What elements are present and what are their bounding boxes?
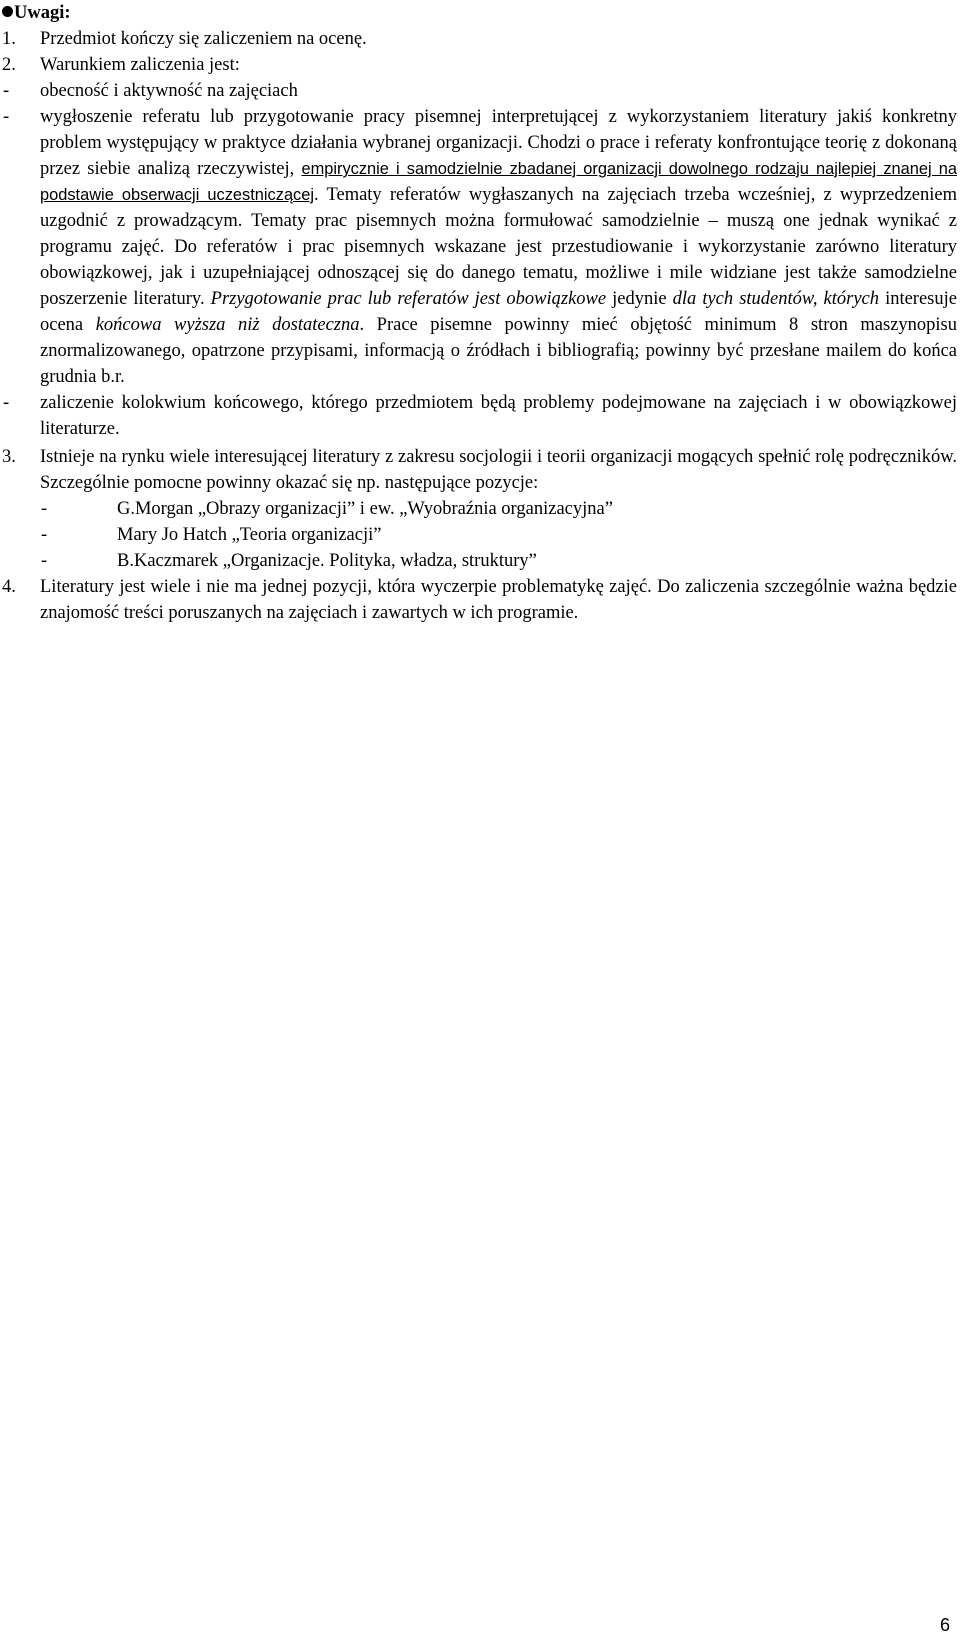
list-item-3 — [2, 444, 957, 496]
item-text: Literatury jest wiele i nie ma jednej pozycji, która wyczerpie problematykę zajęć. Do zaliczenia szczególnie ważna będzie znajomość treści poruszanych na zajęciach i zawartych w ich programie. — [40, 577, 957, 623]
item-number: 1. — [2, 29, 16, 49]
item-number: 3. — [2, 447, 16, 467]
dash-marker: - — [41, 499, 48, 519]
sub-item-text: obecność i aktywność na zajęciach — [40, 81, 298, 101]
paper-requirement-detail: Chodzi o prace i referaty konfrontujące teorię z dokonaną przez siebie analizą rzeczywistej, — [40, 133, 957, 179]
sub-item-text — [40, 104, 957, 390]
item-text: Istnieje na rynku wiele interesującej literatury z zakresu socjologii i teorii organizacji mogących spełnić rolę podręczników. Szczególnie pomocne powinny okazać się np. następujące pozycje: — [40, 447, 957, 493]
paper-requirement-rules: . Tematy referatów wygłaszanych na zajęciach trzeba wcześniej, z wyprzedzeniem uzgodnić z prowadzącym. Tematy prac pisemnych można formułować samodzielnie – muszą one jednak wynikać z programu zajęć. Do referatów i prac pisemnych wskazane jest przestudiowanie i wykorzystanie zarówno literatury obowiązkowej, jak i uzupełniającej odnoszącej się do danego tematu, możliwe i mile widziane jest także samodzielne poszerzenie literatury. — [40, 185, 957, 309]
book-title: G.Morgan „Obrazy organizacji” i ew. „Wyobraźnia organizacyjna” — [117, 499, 613, 519]
book-item-hatch — [2, 522, 957, 548]
book-item-morgan — [2, 496, 957, 522]
sub-item-text: zaliczenie kolokwium końcowego, którego przedmiotem będą problemy podejmowane na zajęciach i w obowiązkowej literaturze. — [40, 393, 957, 439]
book-title: Mary Jo Hatch „Teoria organizacji” — [117, 525, 382, 545]
sub-item-attendance — [2, 78, 957, 104]
page-number: 6 — [939, 1615, 950, 1635]
item-text: Przedmiot kończy się zaliczeniem na ocenę. — [40, 29, 367, 49]
item-number: 4. — [2, 577, 16, 597]
book-item-kaczmarek — [2, 548, 957, 574]
list-item-2 — [2, 52, 957, 78]
item-text: Warunkiem zaliczenia jest: — [40, 55, 240, 75]
paper-format-rules: . Prace pisemne powinny mieć objętość minimum 8 stron maszynopisu znormalizowanego, opatrzone przypisami, informacją o źródłach i bibliografią; powinny być przesłane mailem do końca grudnia b.r. — [40, 315, 958, 387]
sub-item-colloquium — [2, 390, 957, 442]
paper-requirement-intro: wygłoszenie referatu lub przygotowanie pracy pisemnej interpretującej z wykorzystaniem literatury jakiś konkretny problem występujący w praktyce działania wybranej organizacji. — [40, 107, 957, 153]
dash-marker: - — [3, 107, 10, 127]
item-number: 2. — [2, 55, 16, 75]
paper-only-text: jedynie — [606, 289, 673, 309]
bullet-dot-icon — [2, 6, 13, 17]
dash-marker: - — [3, 81, 10, 101]
sub-item-paper — [2, 104, 957, 390]
paper-grade-text: interesuje ocena — [40, 289, 957, 335]
book-title: B.Kaczmarek „Organizacje. Polityka, władza, struktury” — [117, 551, 537, 571]
document-page — [2, 0, 957, 626]
remarks-heading-text: Uwagi: — [14, 3, 71, 23]
paper-requirement-underlined: empirycznie i samodzielnie zbadanej organizacji dowolnego rodzaju najlepiej znanej na podstawie obserwacji uczestniczącej — [40, 160, 957, 204]
paper-students-note: dla tych studentów, których — [672, 289, 880, 309]
paper-grade-note: końcowa wyższa niż dostateczna — [95, 315, 360, 335]
list-item-1 — [2, 26, 957, 52]
dash-marker: - — [41, 551, 48, 571]
dash-marker: - — [3, 393, 10, 413]
dash-marker: - — [41, 525, 48, 545]
remarks-heading — [2, 0, 957, 26]
paper-obligatory-note: Przygotowanie prac lub referatów jest obowiązkowe — [210, 289, 607, 309]
list-item-4 — [2, 574, 957, 626]
